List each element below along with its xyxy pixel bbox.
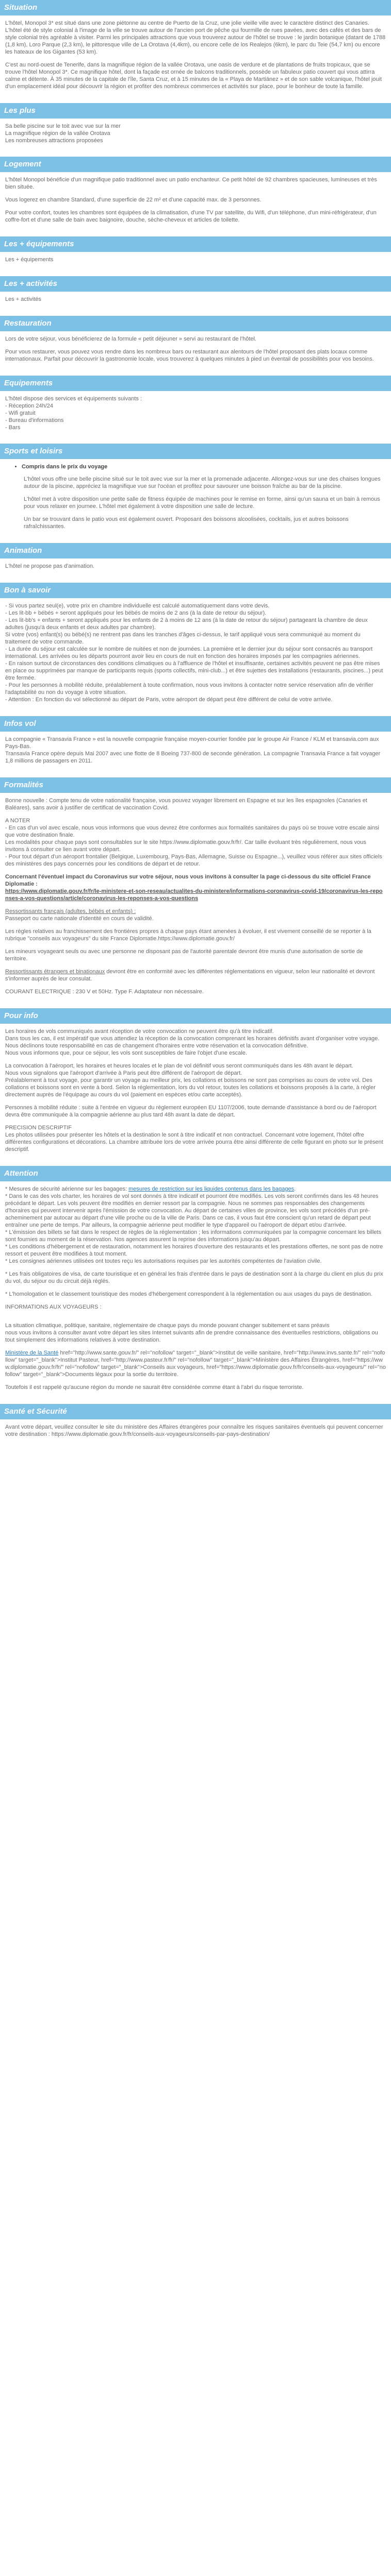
section-header-sports: Sports et loisirs xyxy=(0,444,391,459)
plus-item: Sa belle piscine sur le toit avec vue sur la mer xyxy=(5,123,121,129)
formalites-paragraph-1: Bonne nouvelle : Compte tenu de votre nationalité française, vous pouvez voyager librement en Espagne et sur les îles espagnoles (Canaries et Baléares), sans avoir à justifier de certificat de vaccination Covid. xyxy=(5,798,367,811)
formalites-paragraph-6-title: Ressortissants français (adultes, bébés et enfants) : xyxy=(5,908,136,914)
situation-paragraph-1: L'hôtel, Monopol 3* est situé dans une zone piétonne au centre de Puerto de la Cruz, une jolie vieille ville avec le caractère distinct des Canaries. L'hôtel été de style colonial à l'image de la ville se trouve autour de l'ancien port de pêche qui fourmille de rues pavées, avec des cafés et des bars de style colonial très agréable à visiter. Parmi les principales attractions que vous trouverez autour de l'hôtel se trouve : le jardin botanique (datant de 1788 (1,8 km), Loro Parque (2,3 km), le pittoresque ville de La Orotava (4,4km), ou encore celle de los Realejos (6km), le parc du Teie (54,7 km) ou encore les hateaux de los Gigantes (53 km). xyxy=(5,20,386,55)
section-logement xyxy=(0,172,391,231)
pour-info-paragraph-3: Nous déclinons toute responsabilité en cas de changement d'horaires entre votre réservation et la convocation définitive. xyxy=(5,1043,308,1049)
restauration-paragraph-1: Lors de votre séjour, vous bénéficierez de la formule « petit déjeuner » servi au restaurant de l'hôtel. xyxy=(5,336,256,342)
attention-paragraph-2: * Dans le cas des vols charter, les horaires de vol sont donnés à titre indicatif et pourront être modifiés. Les vols seront confirmés dans les 48 heures précédant le départ. Les vols peuvent être modifiés en dernier ressort par la compagnie. Nous ne sommes pas responsables des changements d'horaires qui peuvent intervenir après l'émission de votre convocation. Au départ de certaines villes de province, les vols sont précédés d'un pré-acheminement par autocar au départ d'une ville proche ou de la ville de Paris. Dans ce cas, il vous faut être conscient qu'un retard de départ peut entraîner une perte de temps. Par ailleurs, la compagnie aérienne peut modifier le type d'appareil ou l'aéroport de départ et/ou d'arrivée. xyxy=(5,1193,379,1228)
section-header-plus-activites: Les + activités xyxy=(0,276,391,292)
equipements-intro: L'hôtel dispose des services et équipements suivants : xyxy=(5,396,142,402)
sports-bullet-title: • Compris dans le prix du voyage xyxy=(22,463,386,470)
formalites-paragraph-8: Les mineurs voyageant seuls ou avec une personne ne disposant pas de l'autorité parentale devront être munis d'une autorisation de sortie de territoire. xyxy=(5,948,363,962)
attention-links-line: href="http://www.sante.gouv.fr/" rel="nofollow" target="_blank">Institut de veille sanitaire, href="http://www.invs.sante.fr/" rel="nofollow" target="_blank">Institut Pasteur, href="http://www.pasteur.fr/fr/" rel="nofollow" target="_blank">Ministère des Affaires Étrangères, href="https://www.diplomatie.gouv.fr/fr/" rel="nofollow" target="_blank">Conseils aux voyageurs, href="https://www.diplomatie.gouv.fr/fr/conseils-aux-voyageurs/" rel="nofollow" target="_blank">Documents légaux pour la sortie du territoire. xyxy=(5,1350,386,1378)
section-header-infos-vol: Infos vol xyxy=(0,716,391,732)
section-animation xyxy=(0,558,391,578)
pour-info-paragraph-8: Personnes à mobilité réduite : suite à l'entrée en vigueur du règlement européen EU 1107/2006, toute demande d'assistance à bord ou de l'aéroport devra être communiquée à la compagnie aérienne au plus tard 48h avant la date de départ. xyxy=(5,1105,377,1118)
restauration-paragraph-2: Pour vous restaurer, vous pouvez vous rendre dans les nombreux bars ou restaurant aux alentours de l'hôtel proposant des plats locaux comme internationaux. Parfait pour découvrir la gastronomie locale, vous trouverez à quelques minutes à pied un éventail de possibilités pour vos besoins. xyxy=(5,349,374,362)
pour-info-paragraph-4: Nous vous informons que, pour ce séjour, les vols sont susceptibles de faire l'objet d'une escale. xyxy=(5,1050,247,1056)
bon-item: Si votre (vos) enfant(s) ou bébé(s) ne rentrent pas dans les tranches d'âges ci-dessus, le tarif appliqué vous sera communiqué au moment du traitement de votre commande. xyxy=(5,632,361,645)
section-restauration xyxy=(0,331,391,370)
equipement-item: - Bars xyxy=(5,425,21,431)
section-header-pour-info: Pour info xyxy=(0,1008,391,1024)
sports-paragraph-1: L'hôtel vous offre une belle piscine situé sur le toit avec vue sur la mer et la promenade adjacente. Allongez-vous sur une des chaises longues autour de la piscine, appréciez la magnifique vue sur l'océan et profitez pour savourer une boisson fraîche au bar de la piscine. xyxy=(24,476,381,489)
section-header-plus: Les plus xyxy=(0,103,391,118)
section-header-formalites: Formalités xyxy=(0,777,391,793)
section-header-restauration: Restauration xyxy=(0,316,391,331)
situation-paragraph-2: C'est au nord-ouest de Tenerife, dans la magnifique région de la vallée Orotava, une oasis de verdure et de plantations de fruits tropicaux, que se trouve l'hôtel Monopol 3*. Ce magnifique hôtel, dont la façade est ornée de balcons traditionnels, possède un fabuleux patio couvert qui vous attirra calme et détente. À 35 minutes de la capitale de l'île, Santa Cruz, et à 15 minutes de la « Playa de Martiánez » et de son sable volcanique, l'hôtel jouit d'un emplacement idéal pour découvrir la région et profiter des nombreux commerces et activités sur place, pour le bonheur de toute la famille. xyxy=(5,62,382,90)
equipement-item: - Wifi gratuit xyxy=(5,410,36,416)
attention-paragraph-3: * L'émission des billets se fait dans le respect de règles de la réglementation ; les informations communiquées par la compagnie concernant les billets sont fournies au moment de la réservation. Nos agences assurent la reprise des informations jusqu'au départ. xyxy=(5,1229,382,1243)
pour-info-paragraph-1: Les horaires de vols communiqués avant réception de votre convocation ne peuvent être qu'à titre indicatif. xyxy=(5,1028,274,1035)
section-plus xyxy=(0,118,391,151)
bon-item: - Attention : En fonction du vol sélectionné au départ de Paris, votre aéroport de départ peut être différent de celui de votre arrivée. xyxy=(5,697,333,703)
section-header-equipements: Equipements xyxy=(0,376,391,391)
pour-info-paragraph-9-title: PRECISION DESCRIPTIF xyxy=(5,1125,72,1131)
infos-paragraph-1: La compagnie « Transavia France » est la nouvelle compagnie française moyen-courrier fondée par le groupe Air France / KLM et transavia.com aux Pays-Bas. xyxy=(5,736,379,750)
attention-paragraph-8-title: INFORMATIONS AUX VOYAGEURS : xyxy=(5,1304,102,1310)
sante-paragraph-1: Avant votre départ, veuillez consulter le site du ministère des Affaires étrangères pour connaître les risques sanitaires éventuels qui peuvent concerner votre destination : https://www.diplomatie.gouv.fr/fr/conseils-aux-voyageurs/conseils-par-pays-destination/ xyxy=(5,1424,383,1437)
attention-paragraph-9: La situation climatique, politique, sanitaire, réglementaire de chaque pays du monde pouvant changer subitement et sans préavis xyxy=(5,1323,330,1329)
bon-item: - Les lit-bb's + enfants + seront appliqués pour les enfants de 2 à moins de 12 ans (à la date de retour du séjour) partageant la chambre de deux adultes (jusqu'à deux enfants et deux adultes par chambre). xyxy=(5,617,368,631)
formalites-paragraph-6: Passeport ou carte nationale d'identité en cours de validité. xyxy=(5,916,154,922)
liquids-restriction-link[interactable]: mesures de restriction sur les liquides contenus dans les bagages xyxy=(128,1186,295,1192)
logement-paragraph-3: Pour votre confort, toutes les chambres sont équipées de la climatisation, d'une TV par satellite, du Wifi, d'un téléphone, d'un mini-réfrigérateur, d'un coffre-fort et d'une salle de bain avec baignoire, douche, sèche-cheveux et articles de toilette. xyxy=(5,210,377,223)
attention-paragraph-1-post: . xyxy=(294,1186,296,1192)
plus-item: Les nombreuses attractions proposées xyxy=(5,138,103,144)
pour-info-paragraph-2: Dans tous les cas, il est impératif que vous attendiez la réception de la convocation comprenant les horaires définitifs avant d'organiser votre voyage. xyxy=(5,1036,380,1042)
section-header-attention: Attention xyxy=(0,1166,391,1181)
equipement-item: - Bureau d'informations xyxy=(5,417,64,423)
section-header-situation: Situation xyxy=(0,0,391,15)
bon-item: - La durée du séjour est calculée sur le nombre de nuitées et non de journées. La première et le dernier jour du séjour sont consacrés au transport international. Les arrivées ou les départs pourront avoir lieu en cours de nuit en fonction des horaires imposés par les compagnies aériennes. xyxy=(5,646,373,659)
attention-paragraph-7: * L'homologation et le classement touristique des modes d'hébergement correspondent à la réglementation ou aux usages du pays de destination. xyxy=(5,1291,372,1297)
pour-info-paragraph-7: Préalablement à tout voyage, pour garantir un voyage au meilleur prix, les collations et boissons ne sont pas comprises au cours de votre vol. Des collations et boissons sont en vente à bord. Selon la réglementation, lors du vol retour, toutes les collations et boissons proposés à la carte, à régler directement auprès de l'équipage au cours du vol (paiement en espèces et/ou carte acceptés). xyxy=(5,1077,376,1098)
section-equipements xyxy=(0,391,391,438)
infos-paragraph-2: Transavia France opère depuis Mai 2007 avec une flotte de 8 Boeing 737-800 de seconde génération. La compagnie Transavia France a fait voyager 1,8 millions de passagers en 2011. xyxy=(5,751,381,764)
section-pour-info xyxy=(0,1024,391,1161)
section-header-plus-equipements: Les + équipements xyxy=(0,236,391,252)
bon-item: - En raison surtout de circonstances des conditions climatiques ou à l'affluence de l'hôtel et insuffisante, certaines activités peuvent ne pas être mises en place ou supprimées par manque de participants requis (sports collectifs, mini-club...) et être sujettes des installations (restaurants, piscines...) peut être fermée. xyxy=(5,660,383,681)
formalites-paragraph-9-title: Ressortissants étrangers et binationaux xyxy=(5,969,105,975)
pour-info-paragraph-9: Les photos utilisées pour présenter les hôtels et la destination le sont à titre indicatif et non contractuel. Concernant votre logement, l'hôtel offre différentes configurations et décorations. La chambre attribuée lors de votre arrivée pourra être ainsi différente de celle figurant en photo sur le présent descriptif. xyxy=(5,1132,383,1153)
section-header-logement: Logement xyxy=(0,157,391,172)
attention-paragraph-10: nous vous invitons à consulter avant votre départ les sites Internet suivants afin de prendre connaissance des éventuelles restrictions, obligations ou tout simplement des informations relatives à votre destination. xyxy=(5,1330,378,1343)
section-plus-activites xyxy=(0,292,391,311)
section-situation xyxy=(0,15,391,98)
coronavirus-link[interactable]: https://www.diplomatie.gouv.fr/fr/le-ministere-et-son-reseau/actualites-du-ministere/informations-coronavirus-covid-19/coronavirus-les-reponses-a-vos-questions/article/coronavirus-les-reponses-a-vos-questions xyxy=(5,888,383,902)
logement-paragraph-2: Vous logerez en chambre Standard, d'une superficie de 22 m² et d'une capacité max. de 3 personnes. xyxy=(5,197,262,203)
pour-info-paragraph-5: La convocation à l'aéroport, les horaires et heures locales et le plan de vol définitif vous seront communiqués dans les 48h avant le départ. xyxy=(5,1063,353,1069)
formalites-paragraph-4: - Pour tout départ d'un aéroport frontalier (Belgique, Luxembourg, Pays-Bas, Allemagne, Suisse ou Espagne...), veuillez vous référer aux sites officiels des ministères des pays concernés pour les conditions de départ et de retour. xyxy=(5,854,382,867)
formalites-paragraph-7: Les règles relatives au franchissement des frontières propres à chaque pays étant amenées à évoluer, il est vivement conseillé de se reporter à la rubrique "conseils aux voyageurs" du site France Diplomatie.https://www.diplomatie.gouv.fr/ xyxy=(5,928,371,942)
equipement-item: - Réception 24h/24 xyxy=(5,403,53,409)
animation-text: L'hôtel ne propose pas d'animation. xyxy=(5,563,94,569)
bon-item: - Pour les personnes à mobilité réduite, préalablement à toute confirmation, nous vous invitons à contacter notre service réservation afin de vérifier l'adaptabilité ou non du voyage à votre situation. xyxy=(5,682,373,696)
sports-paragraph-3: Un bar se trouvant dans le patio vous est également ouvert. Proposant des boissons alcoolisées, cocktails, jus et autres boissons rafraîchissantes. xyxy=(24,516,349,530)
sante-ministry-link[interactable]: Ministère de la Santé xyxy=(5,1350,59,1356)
formalites-note-title: A NOTER xyxy=(5,818,30,824)
section-attention xyxy=(0,1181,391,1399)
section-sante xyxy=(0,1419,391,1446)
pour-info-paragraph-6: Nous vous signalons que l'aéroport d'arrivée à Paris peut être différent de l'aéroport de départ. xyxy=(5,1070,242,1076)
formalites-paragraph-9: devront être en conformité avec les différentes réglementations en vigueur, selon leur nationalité et devront s'informer auprès de leur consulat. xyxy=(5,969,375,982)
formalites-paragraph-3: Les modalités pour chaque pays sont consultables sur le site https://www.diplomatie.gouv.fr/fr/. Car taille évoluant très régulièrement, nous vous invitons à consulter ce lien avant votre départ. xyxy=(5,839,366,853)
sports-paragraph-2: L'hôtel met à votre disposition une petite salle de fitness équipée de machines pour le remise en forme, ainsi qu'un sauna et un bain à remous pour vous relaxer en journee. L'hôtel met également à votre disposition une salle de lecture. xyxy=(24,496,380,510)
bon-item: - Les lit-bb + bébés + seront appliqués pour les bébés de moins de 2 ans (à la date de retour du séjour). xyxy=(5,610,267,616)
section-bon-a-savoir xyxy=(0,598,391,711)
section-plus-equipements xyxy=(0,252,391,271)
section-header-bon-a-savoir: Bon à savoir xyxy=(0,583,391,598)
section-sports xyxy=(0,459,391,538)
bon-item: - Si vous partez seul(e), votre prix en chambre individuelle est calculé automatiquement dans votre devis. xyxy=(5,603,270,609)
section-header-animation: Animation xyxy=(0,543,391,558)
logement-paragraph-1: L'hôtel Monopol bénéficie d'un magnifique patio traditionnel avec un patio enchanteur. Ce petit hôtel de 92 chambres spacieuses, lumineuses et très bien située. xyxy=(5,177,377,190)
attention-paragraph-1-pre: * Mesures de sécurité aérienne sur les bagages: xyxy=(5,1186,129,1192)
attention-paragraph-11: Toutefois il est rappelé qu'aucune région du monde ne saurait être considérée comme étant à l'abri du risque terroriste. xyxy=(5,1384,304,1391)
plus-activites-text: Les + activités xyxy=(5,296,42,302)
formalites-paragraph-5: Concernant l'éventuel impact du Coronavirus sur votre séjour, nous vous invitons à consulter la page ci-dessous du site officiel France Diplomatie : xyxy=(5,874,371,887)
formalites-paragraph-2: - En cas d'un vol avec escale, nous vous informons que vous devrez être conformes aux formalités sanitaires du pays où se trouve votre escale ainsi que votre destination finale. xyxy=(5,825,379,838)
section-header-sante: Santé et Sécurité xyxy=(0,1404,391,1419)
section-formalites xyxy=(0,793,391,1003)
formalites-paragraph-10: COURANT ELECTRIQUE : 230 V et 50Hz. Type F. Adaptateur non nécessaire. xyxy=(5,989,204,995)
plus-equipements-text: Les + équipements xyxy=(5,257,54,263)
plus-item: La magnifique région de la vallée Orotava xyxy=(5,130,110,137)
attention-paragraph-5: * Les consignes aériennes utilisées ont toutes reçu les autorisations requises par les autorités compétentes de l'aviation civile. xyxy=(5,1258,322,1264)
section-infos-vol xyxy=(0,732,391,772)
attention-paragraph-6: * Les frais obligatoires de visa, de carte touristique et en général les frais d'entrée dans le pays de destination sont à la charge du client en plus du prix du vol, du séjour ou du circuit déjà réglés. xyxy=(5,1271,383,1284)
attention-paragraph-4: * Les conditions d'hébergement et de restauration, notamment les horaires d'ouverture des restaurants et les prestations offertes, ne sont pas de notre ressort et peuvent être modifiées à tout moment. xyxy=(5,1244,383,1257)
